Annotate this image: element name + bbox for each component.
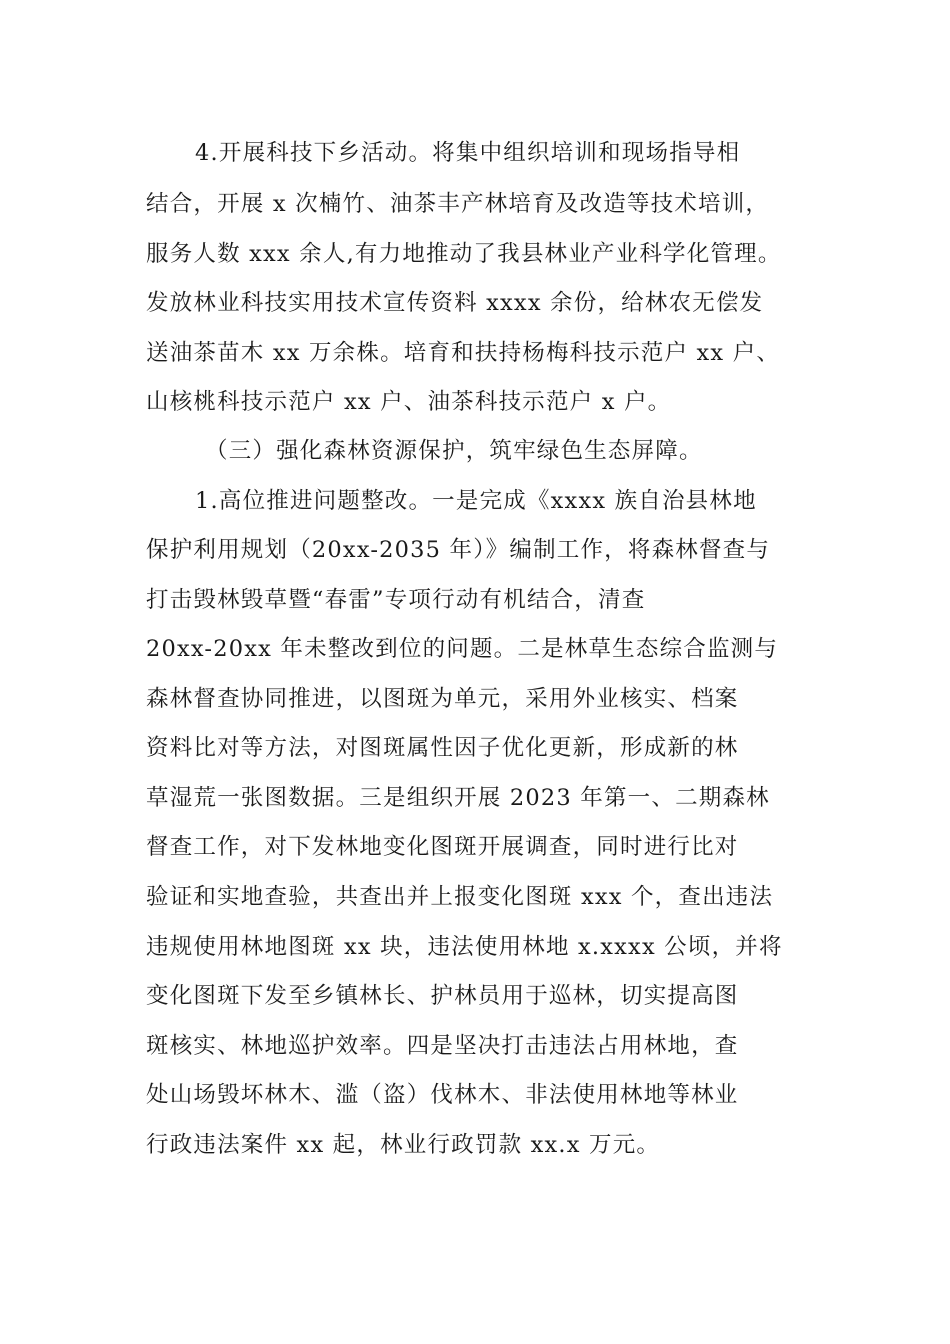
- text-line: 验证和实地查验，共查出并上报变化图斑 xxx 个，查出违法: [146, 884, 774, 910]
- text-line: 森林督查协同推进，以图斑为单元，采用外业核实、档案: [146, 686, 739, 712]
- text-line: 违规使用林地图斑 xx 块，违法使用林地 x.xxxx 公顷，并将: [146, 934, 783, 960]
- text-line: 结合，开展 x 次楠竹、油茶丰产林培育及改造等技术培训，: [146, 191, 770, 217]
- paragraph-heading-1: 1.高位推进问题整改。一是完成《xxxx 族自治县林地: [195, 488, 757, 514]
- text-line: 服务人数 xxx 余人,有力地推动了我县林业产业科学化管理。: [146, 241, 782, 267]
- text-line: 变化图斑下发至乡镇林长、护林员用于巡林，切实提高图: [146, 983, 739, 1009]
- text-line: 督查工作，对下发林地变化图斑开展调查，同时进行比对: [146, 834, 739, 860]
- text-line: 山核桃科技示范户 xx 户、油茶科技示范户 x 户。: [146, 389, 672, 415]
- text-line: 发放林业科技实用技术宣传资料 xxxx 余份，给林农无偿发: [146, 290, 764, 316]
- text-line: 送油茶苗木 xx 万余株。培育和扶持杨梅科技示范户 xx 户、: [146, 340, 781, 366]
- text-line: 处山场毁坏林木、滥（盗）伐林木、非法使用林地等林业: [146, 1082, 739, 1108]
- paragraph-heading-4: 4.开展科技下乡活动。将集中组织培训和现场指导相: [195, 140, 741, 166]
- text-line: 斑核实、林地巡护效率。四是坚决打击违法占用林地，查: [146, 1033, 739, 1059]
- text-line: 打击毁林毁草暨“春雷”专项行动有机结合，清查: [146, 587, 646, 613]
- text-line: 20xx-20xx 年未整改到位的问题。二是林草生态综合监测与: [146, 636, 779, 662]
- text-line: 资料比对等方法，对图斑属性因子优化更新，形成新的林: [146, 735, 739, 761]
- text-line: 保护利用规划（20xx-2035 年）》编制工作，将森林督查与: [146, 537, 771, 563]
- text-line: 草湿荒一张图数据。三是组织开展 2023 年第一、二期森林: [146, 785, 770, 811]
- section-heading-3: （三）强化森林资源保护，筑牢绿色生态屏障。: [205, 438, 703, 464]
- text-line: 行政违法案件 xx 起，林业行政罚款 xx.x 万元。: [146, 1132, 661, 1158]
